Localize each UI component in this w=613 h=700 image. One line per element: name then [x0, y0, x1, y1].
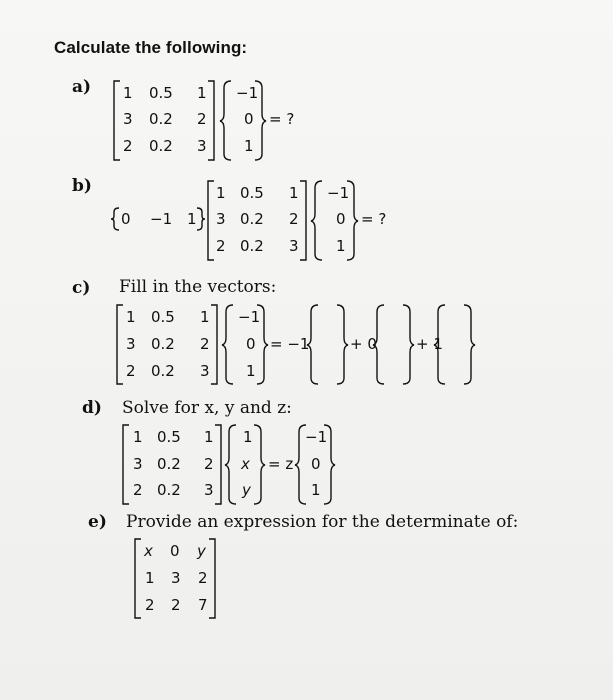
a-m23: 2: [197, 110, 207, 128]
d-v2: x: [241, 455, 250, 473]
c-m33: 3: [200, 362, 210, 380]
b-r3: 1: [187, 210, 197, 228]
b-r1: 0: [121, 210, 131, 228]
b-m32: 0.2: [240, 237, 264, 255]
d-r1: −1: [305, 428, 328, 446]
b-v1: −1: [327, 184, 350, 202]
c-m23: 2: [200, 335, 210, 353]
blank-vector-1-right-brace: [335, 304, 347, 386]
d-r3: 1: [311, 481, 321, 499]
matrix-c-right-bracket: [209, 304, 219, 386]
matrix-d-right-bracket: [213, 424, 223, 506]
a-v3: 1: [244, 137, 254, 155]
d-m13: 1: [204, 428, 214, 446]
matrix-a-right-bracket: [206, 80, 216, 162]
b-m12: 0.5: [240, 184, 264, 202]
e-m23: 2: [198, 569, 208, 587]
e-m32: 2: [171, 596, 181, 614]
vector-c-right-brace: [255, 304, 267, 386]
c-m13: 1: [200, 308, 210, 326]
c-v1: −1: [238, 308, 261, 326]
b-m13: 1: [289, 184, 299, 202]
blank-vector-3-right-brace: [462, 304, 474, 386]
d-m12: 0.5: [157, 428, 181, 446]
vector-d2-right-brace: [322, 424, 334, 506]
vector-d-left-brace: [226, 424, 238, 506]
c-m11: 1: [126, 308, 136, 326]
c-m21: 3: [126, 335, 136, 353]
a-m22: 0.2: [149, 110, 173, 128]
row-b-left-brace: [111, 207, 121, 231]
e-m33: 7: [198, 596, 208, 614]
a-m11: 1: [123, 84, 133, 102]
c-m32: 0.2: [151, 362, 175, 380]
vector-c-left-brace: [223, 304, 235, 386]
d-m21: 3: [133, 455, 143, 473]
matrix-c-left-bracket: [115, 304, 125, 386]
d-m22: 0.2: [157, 455, 181, 473]
d-m31: 2: [133, 481, 143, 499]
part-c-label: c): [72, 278, 91, 298]
page-title: Calculate the following:: [54, 38, 248, 57]
matrix-b-left-bracket: [206, 180, 216, 262]
e-m21: 1: [145, 569, 155, 587]
part-d-instruction: Solve for x, y and z:: [122, 398, 292, 418]
c-plus-one: + 1: [416, 335, 443, 353]
a-equals-question: = ?: [269, 110, 295, 128]
vector-b-left-brace: [312, 180, 324, 262]
b-m33: 3: [289, 237, 299, 255]
a-m13: 1: [197, 84, 207, 102]
a-m32: 0.2: [149, 137, 173, 155]
b-m23: 2: [289, 210, 299, 228]
b-v2: 0: [336, 210, 346, 228]
b-m11: 1: [216, 184, 226, 202]
part-d-label: d): [82, 398, 102, 418]
a-m12: 0.5: [149, 84, 173, 102]
b-m22: 0.2: [240, 210, 264, 228]
part-e-label: e): [88, 512, 107, 532]
c-plus-zero: + 0: [350, 335, 377, 353]
vector-b-right-brace: [345, 180, 357, 262]
d-m32: 0.2: [157, 481, 181, 499]
d-m33: 3: [204, 481, 214, 499]
b-v3: 1: [336, 237, 346, 255]
c-m12: 0.5: [151, 308, 175, 326]
vector-a-left-brace: [221, 80, 233, 162]
d-m11: 1: [133, 428, 143, 446]
blank-vector-3-left-brace: [435, 304, 447, 386]
part-e-instruction: Provide an expression for the determinate of:: [126, 512, 519, 532]
d-v1: 1: [243, 428, 253, 446]
b-equals-question: = ?: [361, 210, 387, 228]
d-equals-z: = z: [268, 455, 294, 473]
c-m22: 0.2: [151, 335, 175, 353]
blank-vector-1-left-brace: [308, 304, 320, 386]
e-m12: 0: [170, 542, 180, 560]
matrix-b-right-bracket: [298, 180, 308, 262]
c-v2: 0: [246, 335, 256, 353]
matrix-d-left-bracket: [121, 424, 131, 506]
e-m31: 2: [145, 596, 155, 614]
a-v1: −1: [236, 84, 259, 102]
vector-d-right-brace: [252, 424, 264, 506]
matrix-e-right-bracket: [207, 538, 217, 620]
d-m23: 2: [204, 455, 214, 473]
part-c-instruction: Fill in the vectors:: [119, 277, 277, 297]
b-m31: 2: [216, 237, 226, 255]
e-m13: y: [197, 542, 206, 560]
e-m22: 3: [171, 569, 181, 587]
a-m33: 3: [197, 137, 207, 155]
a-m31: 2: [123, 137, 133, 155]
blank-vector-2-right-brace: [401, 304, 413, 386]
vector-a-right-brace: [253, 80, 265, 162]
a-m21: 3: [123, 110, 133, 128]
b-r2: −1: [150, 210, 173, 228]
part-a-label: a): [72, 77, 92, 97]
b-m21: 3: [216, 210, 226, 228]
c-m31: 2: [126, 362, 136, 380]
d-r2: 0: [311, 455, 321, 473]
e-m11: x: [144, 542, 153, 560]
c-equals-minus-one: = −1: [270, 335, 310, 353]
matrix-e-left-bracket: [133, 538, 143, 620]
blank-vector-2-left-brace: [374, 304, 386, 386]
part-b-label: b): [72, 176, 92, 196]
d-v3: y: [242, 481, 251, 499]
matrix-a-left-bracket: [112, 80, 122, 162]
c-v3: 1: [246, 362, 256, 380]
row-b-right-brace: [195, 207, 205, 231]
a-v2: 0: [244, 110, 254, 128]
